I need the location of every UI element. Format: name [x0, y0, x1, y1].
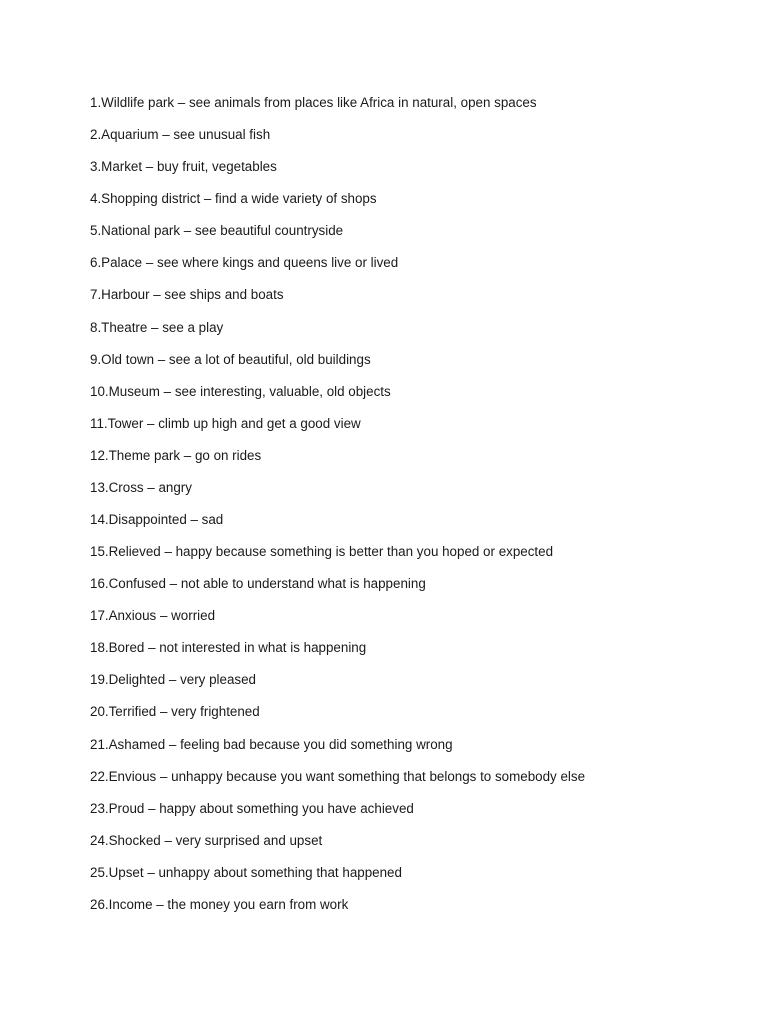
list-item: 19.Delighted – very pleased — [90, 672, 257, 688]
list-item: 23.Proud – happy about something you have achieved — [90, 800, 414, 816]
list-item: 1.Wildlife park – see animals from places like Africa in natural, open spaces — [90, 95, 537, 110]
list-item: 16.Confused – not able to understand what is happening — [90, 576, 426, 592]
list-item: 5.National park – see beautiful countryside — [90, 223, 344, 239]
list-item: 3.Market – buy fruit, vegetables — [90, 159, 277, 175]
list-item: 18.Bored – not interested in what is happening — [90, 640, 367, 656]
list-item: 11.Tower – climb up high and get a good view — [90, 415, 361, 431]
list-item: 14.Disappointed – sad — [90, 512, 224, 528]
list-item: 15.Relieved – happy because something is better than you hoped or expected — [90, 544, 554, 560]
list-item: 25.Upset – unhappy about something that happened — [90, 864, 402, 880]
vocabulary-list — [90, 93, 585, 927]
list-item: 10.Museum – see interesting, valuable, old objects — [90, 383, 391, 399]
list-item: 22.Envious – unhappy because you want something that belongs to somebody else — [90, 768, 586, 784]
list-item: 7.Harbour – see ships and boats — [90, 287, 284, 303]
list-item: 2.Aquarium – see unusual fish — [90, 127, 271, 143]
list-item: 20.Terrified – very frightened — [90, 704, 260, 720]
list-item: 21.Ashamed – feeling bad because you did something wrong — [90, 736, 453, 752]
list-item: 4.Shopping district – find a wide variety of shops — [90, 191, 377, 207]
list-item: 8.Theatre – see a play — [90, 319, 224, 335]
list-item: 6.Palace – see where kings and queens live or lived — [90, 255, 399, 271]
list-item: 9.Old town – see a lot of beautiful, old buildings — [90, 351, 371, 367]
list-item: 24.Shocked – very surprised and upset — [90, 832, 323, 848]
list-item: 17.Anxious – worried — [90, 608, 216, 624]
list-item: 12.Theme park – go on rides — [90, 447, 262, 463]
list-item: 13.Cross – angry — [90, 479, 192, 495]
list-item: 26.Income – the money you earn from work — [90, 896, 349, 912]
